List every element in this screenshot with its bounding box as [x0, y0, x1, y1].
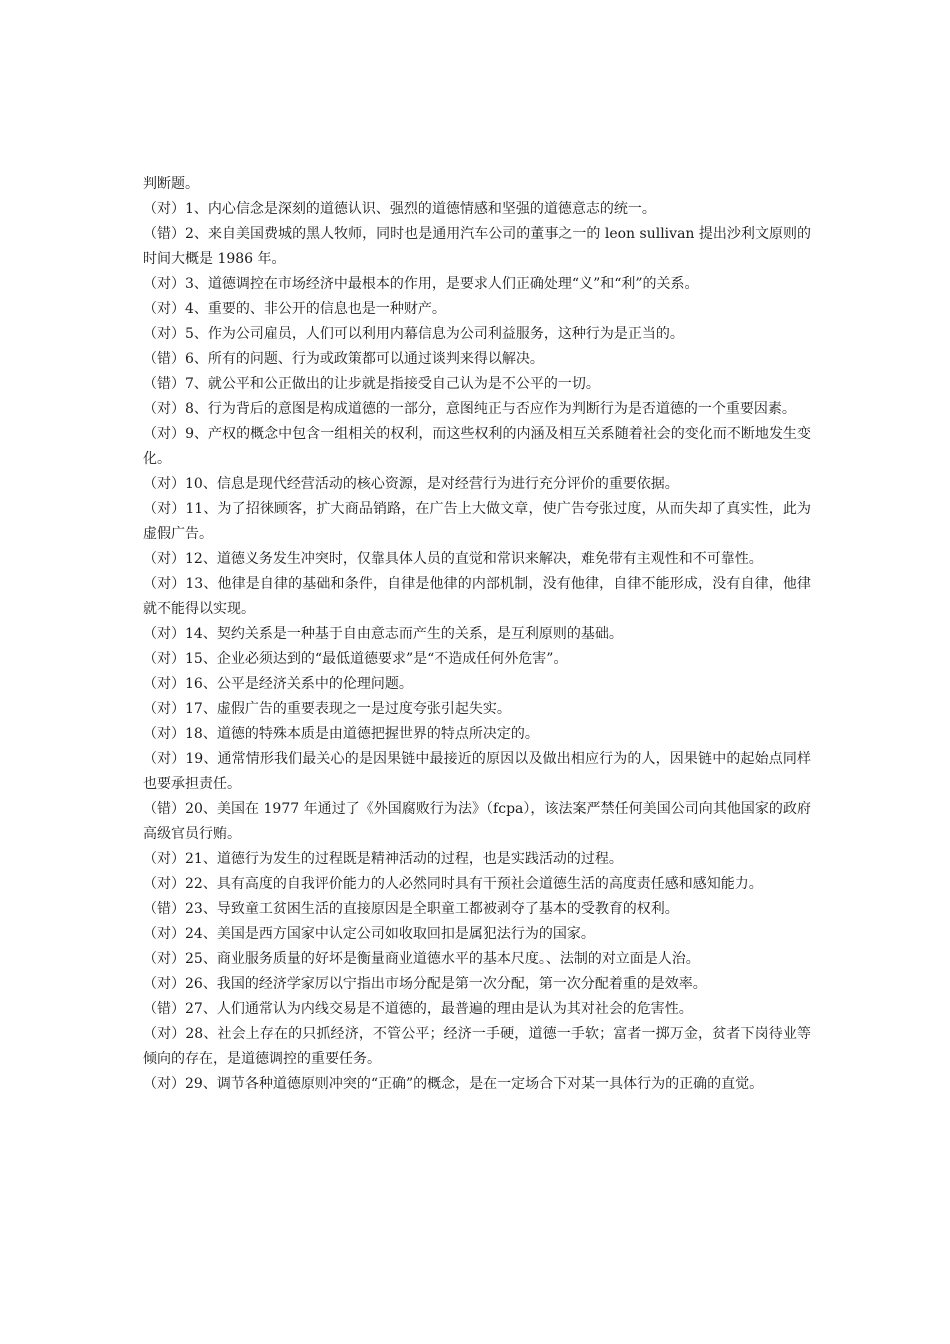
question-item: （对）16、公平是经济关系中的伦理问题。 — [143, 676, 413, 692]
question-item: （对）15、企业必须达到的“最低道德要求”是“不造成任何外危害”。 — [143, 651, 568, 667]
question-item: （错）20、美国在 1977 年通过了《外国腐败行为法》（fcpa），该法案严禁任何美国公司向其他国家的政府高级官员行贿。 — [143, 801, 811, 842]
question-item: （对）13、他律是自律的基础和条件，自律是他律的内部机制，没有他律，自律不能形成，没有自律，他律就不能得以实现。 — [143, 576, 811, 617]
question-item: （对）28、社会上存在的只抓经济，不管公平；经济一手硬，道德一手软；富者一掷万金，贫者下岗待业等倾向的存在，是道德调控的重要任务。 — [143, 1026, 811, 1067]
question-item: （错）6、所有的问题、行为或政策都可以通过谈判来得以解决。 — [143, 351, 544, 367]
question-item: （对）12、道德义务发生冲突时，仅靠具体人员的直觉和常识来解决，难免带有主观性和不可靠性。 — [143, 551, 763, 567]
question-item: （对）10、信息是现代经营活动的核心资源，是对经营行为进行充分评价的重要依据。 — [143, 476, 679, 492]
question-list — [143, 197, 811, 1097]
document-body — [143, 172, 811, 1097]
question-item: （对）3、道德调控在市场经济中最根本的作用，是要求人们正确处理“义”和“利”的关系。 — [143, 276, 699, 292]
question-item: （错）27、人们通常认为内线交易是不道德的，最普遍的理由是认为其对社会的危害性。 — [143, 1001, 693, 1017]
question-item: （对）8、行为背后的意图是构成道德的一部分，意图纯正与否应作为判断行为是否道德的一个重要因素。 — [143, 401, 796, 417]
question-item: （对）17、虚假广告的重要表现之一是过度夸张引起失实。 — [143, 701, 511, 717]
question-item: （错）7、就公平和公正做出的让步就是指接受自己认为是不公平的一切。 — [143, 376, 600, 392]
section-heading: 判断题。 — [143, 176, 199, 192]
question-item: （对）5、作为公司雇员，人们可以利用内幕信息为公司利益服务，这种行为是正当的。 — [143, 326, 684, 342]
question-item: （对）26、我国的经济学家厉以宁指出市场分配是第一次分配，第一次分配着重的是效率。 — [143, 976, 707, 992]
question-item: （对）18、道德的特殊本质是由道德把握世界的特点所决定的。 — [143, 726, 539, 742]
question-item: （对）4、重要的、非公开的信息也是一种财产。 — [143, 301, 446, 317]
question-item: （错）23、导致童工贫困生活的直接原因是全职童工都被剥夺了基本的受教育的权利。 — [143, 901, 679, 917]
question-item: （对）29、调节各种道德原则冲突的“正确”的概念，是在一定场合下对某一具体行为的正确的直觉。 — [143, 1076, 764, 1092]
question-item: （对）24、美国是西方国家中认定公司如收取回扣是属犯法行为的国家。 — [143, 926, 595, 942]
question-item: （对）14、契约关系是一种基于自由意志而产生的关系，是互利原则的基础。 — [143, 626, 623, 642]
question-item: （错）2、来自美国费城的黑人牧师，同时也是通用汽车公司的董事之一的 leon sullivan 提出沙利文原则的时间大概是 1986 年。 — [143, 226, 811, 267]
question-item: （对）19、通常情形我们最关心的是因果链中最接近的原因以及做出相应行为的人，因果链中的起始点同样也要承担责任。 — [143, 751, 811, 792]
question-item: （对）9、产权的概念中包含一组相关的权利，而这些权利的内涵及相互关系随着社会的变化而不断地发生变化。 — [143, 426, 811, 467]
question-item: （对）11、为了招徕顾客，扩大商品销路，在广告上大做文章，使广告夸张过度，从而失却了真实性，此为虚假广告。 — [143, 501, 811, 542]
question-item: （对）21、道德行为发生的过程既是精神活动的过程，也是实践活动的过程。 — [143, 851, 623, 867]
question-item: （对）1、内心信念是深刻的道德认识、强烈的道德情感和坚强的道德意志的统一。 — [143, 201, 656, 217]
question-item: （对）22、具有高度的自我评价能力的人必然同时具有干预社会道德生活的高度责任感和感知能力。 — [143, 876, 763, 892]
question-item: （对）25、商业服务质量的好坏是衡量商业道德水平的基本尺度。、法制的对立面是人治。 — [143, 951, 700, 967]
